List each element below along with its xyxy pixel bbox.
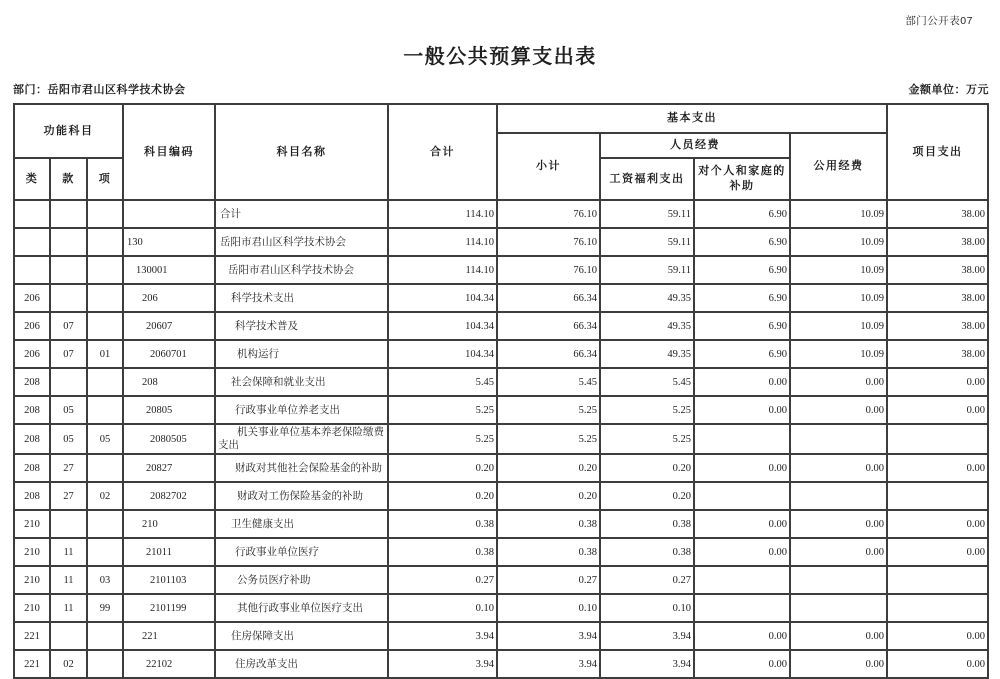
table-row	[14, 396, 988, 424]
header-individual-family: 对个人和家庭的补助	[694, 158, 790, 200]
header-public-funds: 公用经费	[790, 133, 887, 200]
cell-project: 38.00	[887, 284, 988, 312]
cell-total: 5.25	[388, 424, 497, 454]
cell-kuan: 27	[50, 454, 87, 482]
cell-subtotal: 0.38	[497, 538, 600, 566]
table-row	[14, 200, 988, 228]
header-lei: 类	[14, 158, 50, 200]
cell-subtotal: 5.45	[497, 368, 600, 396]
cell-public: 10.09	[790, 228, 887, 256]
cell-total: 5.25	[388, 396, 497, 424]
cell-project: 0.00	[887, 622, 988, 650]
cell-family: 0.00	[694, 538, 790, 566]
table-body	[14, 200, 988, 678]
cell-lei: 208	[14, 424, 50, 454]
cell-family: 0.00	[694, 454, 790, 482]
cell-code: 20607	[123, 312, 215, 340]
header-wage-welfare: 工资福利支出	[600, 158, 694, 200]
cell-total: 5.45	[388, 368, 497, 396]
cell-subtotal: 3.94	[497, 622, 600, 650]
cell-subtotal: 5.25	[497, 396, 600, 424]
cell-name: 社会保障和就业支出	[215, 368, 388, 396]
cell-kuan: 27	[50, 482, 87, 510]
cell-subtotal: 66.34	[497, 340, 600, 368]
cell-public	[790, 594, 887, 622]
cell-lei: 210	[14, 510, 50, 538]
table-row	[14, 228, 988, 256]
page-title: 一般公共预算支出表	[403, 46, 597, 68]
cell-subtotal: 0.10	[497, 594, 600, 622]
header-subject-name: 科目名称	[215, 104, 388, 200]
cell-kuan	[50, 622, 87, 650]
cell-kuan	[50, 256, 87, 284]
table-row	[14, 566, 988, 594]
cell-xiang	[87, 510, 123, 538]
cell-xiang	[87, 256, 123, 284]
amount-unit-label: 金额单位：万元	[908, 84, 989, 96]
table-row	[14, 340, 988, 368]
cell-public: 10.09	[790, 312, 887, 340]
cell-total: 114.10	[388, 256, 497, 284]
cell-public: 0.00	[790, 538, 887, 566]
header-subject-code: 科目编码	[123, 104, 215, 200]
cell-lei: 206	[14, 340, 50, 368]
cell-family: 6.90	[694, 200, 790, 228]
cell-xiang	[87, 650, 123, 678]
cell-wage: 0.38	[600, 510, 694, 538]
header-total: 合计	[388, 104, 497, 200]
cell-name: 岳阳市君山区科学技术协会	[215, 256, 388, 284]
cell-public: 0.00	[790, 510, 887, 538]
cell-project: 0.00	[887, 368, 988, 396]
cell-project: 38.00	[887, 228, 988, 256]
cell-family	[694, 594, 790, 622]
cell-name: 行政事业单位医疗	[215, 538, 388, 566]
table-row	[14, 482, 988, 510]
cell-subtotal: 66.34	[497, 284, 600, 312]
cell-public	[790, 424, 887, 454]
cell-kuan	[50, 510, 87, 538]
header-basic-expenditure: 基本支出	[497, 104, 887, 133]
header-xiang: 项	[87, 158, 123, 200]
cell-project: 38.00	[887, 340, 988, 368]
cell-public: 0.00	[790, 622, 887, 650]
cell-lei: 208	[14, 482, 50, 510]
cell-total: 0.27	[388, 566, 497, 594]
cell-family	[694, 566, 790, 594]
cell-project: 0.00	[887, 454, 988, 482]
cell-subtotal: 0.38	[497, 510, 600, 538]
cell-wage: 49.35	[600, 340, 694, 368]
cell-family: 6.90	[694, 340, 790, 368]
cell-family: 0.00	[694, 510, 790, 538]
cell-family: 0.00	[694, 622, 790, 650]
cell-total: 0.20	[388, 482, 497, 510]
cell-public: 0.00	[790, 454, 887, 482]
cell-code: 2101103	[123, 566, 215, 594]
cell-kuan: 05	[50, 396, 87, 424]
cell-kuan: 07	[50, 312, 87, 340]
cell-lei: 206	[14, 284, 50, 312]
header-project-expenditure: 项目支出	[887, 104, 988, 200]
cell-code: 208	[123, 368, 215, 396]
cell-lei: 206	[14, 312, 50, 340]
cell-subtotal: 0.27	[497, 566, 600, 594]
cell-code: 20827	[123, 454, 215, 482]
cell-total: 3.94	[388, 622, 497, 650]
cell-kuan: 11	[50, 594, 87, 622]
cell-xiang: 03	[87, 566, 123, 594]
cell-lei: 208	[14, 396, 50, 424]
cell-kuan: 05	[50, 424, 87, 454]
cell-kuan: 07	[50, 340, 87, 368]
cell-lei: 210	[14, 594, 50, 622]
cell-wage: 0.38	[600, 538, 694, 566]
cell-project	[887, 424, 988, 454]
cell-wage: 59.11	[600, 228, 694, 256]
cell-project: 0.00	[887, 538, 988, 566]
budget-table	[13, 103, 989, 679]
cell-code: 221	[123, 622, 215, 650]
cell-code: 130001	[123, 256, 215, 284]
table-row	[14, 510, 988, 538]
cell-name: 住房改革支出	[215, 650, 388, 678]
cell-wage: 5.45	[600, 368, 694, 396]
cell-wage: 0.10	[600, 594, 694, 622]
cell-code	[123, 200, 215, 228]
cell-public: 0.00	[790, 368, 887, 396]
cell-wage: 3.94	[600, 650, 694, 678]
cell-total: 0.20	[388, 454, 497, 482]
cell-total: 3.94	[388, 650, 497, 678]
cell-project	[887, 594, 988, 622]
cell-total: 114.10	[388, 228, 497, 256]
cell-wage: 3.94	[600, 622, 694, 650]
cell-code: 2101199	[123, 594, 215, 622]
doc-number-label: 部门公开表07	[905, 15, 973, 27]
cell-wage: 0.20	[600, 454, 694, 482]
cell-family: 0.00	[694, 368, 790, 396]
table-row	[14, 594, 988, 622]
table-row	[14, 454, 988, 482]
table-row	[14, 424, 988, 454]
header-personnel-funds: 人员经费	[600, 133, 790, 158]
cell-public	[790, 566, 887, 594]
cell-wage: 0.27	[600, 566, 694, 594]
cell-code: 20805	[123, 396, 215, 424]
header-kuan: 款	[50, 158, 87, 200]
cell-xiang: 01	[87, 340, 123, 368]
table-row	[14, 650, 988, 678]
cell-xiang	[87, 396, 123, 424]
cell-lei	[14, 256, 50, 284]
cell-lei: 210	[14, 566, 50, 594]
cell-name: 公务员医疗补助	[215, 566, 388, 594]
cell-subtotal: 66.34	[497, 312, 600, 340]
cell-lei: 210	[14, 538, 50, 566]
header-row-1	[14, 104, 988, 133]
table-row	[14, 622, 988, 650]
cell-family: 0.00	[694, 396, 790, 424]
cell-name: 机构运行	[215, 340, 388, 368]
cell-xiang	[87, 454, 123, 482]
cell-lei: 221	[14, 622, 50, 650]
cell-wage: 5.25	[600, 424, 694, 454]
cell-name: 行政事业单位养老支出	[215, 396, 388, 424]
header-subtotal: 小计	[497, 133, 600, 200]
cell-total: 114.10	[388, 200, 497, 228]
cell-total: 104.34	[388, 284, 497, 312]
cell-xiang: 05	[87, 424, 123, 454]
cell-subtotal: 5.25	[497, 424, 600, 454]
cell-lei: 208	[14, 454, 50, 482]
cell-name: 科学技术普及	[215, 312, 388, 340]
table-row	[14, 368, 988, 396]
cell-code: 21011	[123, 538, 215, 566]
cell-name: 岳阳市君山区科学技术协会	[215, 228, 388, 256]
cell-family: 0.00	[694, 650, 790, 678]
cell-public: 0.00	[790, 396, 887, 424]
cell-name: 合计	[215, 200, 388, 228]
cell-project: 38.00	[887, 200, 988, 228]
cell-xiang: 02	[87, 482, 123, 510]
cell-kuan	[50, 368, 87, 396]
table-row	[14, 312, 988, 340]
cell-total: 104.34	[388, 340, 497, 368]
cell-name: 财政对其他社会保险基金的补助	[215, 454, 388, 482]
cell-project: 38.00	[887, 256, 988, 284]
table-row	[14, 256, 988, 284]
cell-name: 财政对工伤保险基金的补助	[215, 482, 388, 510]
cell-code: 2060701	[123, 340, 215, 368]
cell-public: 10.09	[790, 256, 887, 284]
table-row	[14, 284, 988, 312]
cell-wage: 5.25	[600, 396, 694, 424]
cell-project	[887, 482, 988, 510]
cell-code: 210	[123, 510, 215, 538]
cell-total: 0.10	[388, 594, 497, 622]
cell-xiang: 99	[87, 594, 123, 622]
cell-wage: 59.11	[600, 200, 694, 228]
cell-public	[790, 482, 887, 510]
cell-code: 22102	[123, 650, 215, 678]
cell-name: 科学技术支出	[215, 284, 388, 312]
cell-kuan: 02	[50, 650, 87, 678]
cell-xiang	[87, 538, 123, 566]
cell-name: 机关事业单位基本养老保险缴费支出	[215, 424, 388, 454]
cell-code: 130	[123, 228, 215, 256]
cell-project	[887, 566, 988, 594]
cell-wage: 49.35	[600, 312, 694, 340]
cell-total: 0.38	[388, 510, 497, 538]
cell-kuan	[50, 200, 87, 228]
cell-kuan: 11	[50, 538, 87, 566]
cell-subtotal: 0.20	[497, 482, 600, 510]
cell-xiang	[87, 228, 123, 256]
cell-project: 0.00	[887, 650, 988, 678]
cell-project: 38.00	[887, 312, 988, 340]
cell-name: 卫生健康支出	[215, 510, 388, 538]
cell-family: 6.90	[694, 284, 790, 312]
cell-family: 6.90	[694, 228, 790, 256]
cell-code: 206	[123, 284, 215, 312]
cell-xiang	[87, 622, 123, 650]
cell-code: 2080505	[123, 424, 215, 454]
cell-wage: 0.20	[600, 482, 694, 510]
cell-public: 10.09	[790, 200, 887, 228]
cell-subtotal: 76.10	[497, 256, 600, 284]
cell-wage: 49.35	[600, 284, 694, 312]
header-functional-subject: 功能科目	[14, 104, 123, 158]
cell-subtotal: 3.94	[497, 650, 600, 678]
cell-lei: 221	[14, 650, 50, 678]
cell-code: 2082702	[123, 482, 215, 510]
cell-name: 住房保障支出	[215, 622, 388, 650]
cell-family	[694, 424, 790, 454]
cell-family: 6.90	[694, 256, 790, 284]
cell-project: 0.00	[887, 510, 988, 538]
cell-total: 0.38	[388, 538, 497, 566]
cell-subtotal: 76.10	[497, 228, 600, 256]
cell-total: 104.34	[388, 312, 497, 340]
cell-name: 其他行政事业单位医疗支出	[215, 594, 388, 622]
table-row	[14, 538, 988, 566]
cell-kuan: 11	[50, 566, 87, 594]
cell-wage: 59.11	[600, 256, 694, 284]
cell-xiang	[87, 368, 123, 396]
cell-lei: 208	[14, 368, 50, 396]
cell-subtotal: 76.10	[497, 200, 600, 228]
table-header	[14, 104, 988, 200]
cell-family	[694, 482, 790, 510]
cell-project: 0.00	[887, 396, 988, 424]
cell-kuan	[50, 228, 87, 256]
cell-kuan	[50, 284, 87, 312]
cell-xiang	[87, 312, 123, 340]
cell-lei	[14, 228, 50, 256]
cell-subtotal: 0.20	[497, 454, 600, 482]
cell-lei	[14, 200, 50, 228]
cell-xiang	[87, 284, 123, 312]
department-label: 部门：岳阳市君山区科学技术协会	[13, 84, 186, 96]
cell-public: 0.00	[790, 650, 887, 678]
cell-xiang	[87, 200, 123, 228]
cell-family: 6.90	[694, 312, 790, 340]
cell-public: 10.09	[790, 284, 887, 312]
cell-public: 10.09	[790, 340, 887, 368]
